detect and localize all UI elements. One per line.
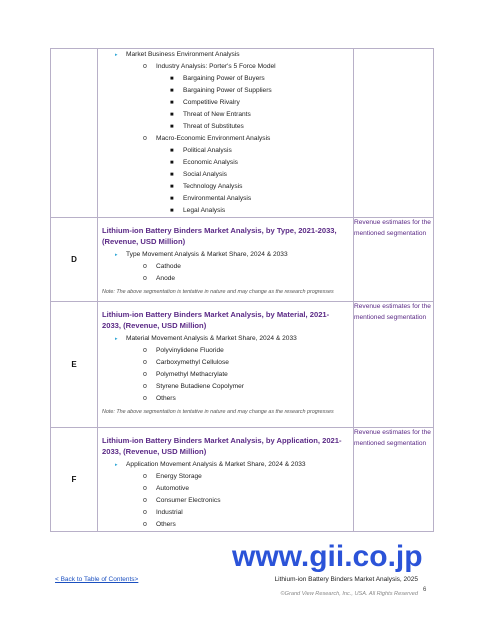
circle-bullet-icon: o bbox=[143, 395, 147, 402]
list-item-text: Anode bbox=[156, 275, 176, 282]
list-item-text: Environmental Analysis bbox=[183, 195, 252, 202]
list-item-level-3 bbox=[98, 109, 353, 121]
circle-bullet-icon: o bbox=[143, 473, 147, 480]
list-item-level-3 bbox=[98, 73, 353, 85]
list-item-level-1 bbox=[98, 249, 353, 261]
section-items bbox=[98, 459, 353, 531]
list-item-level-3 bbox=[98, 85, 353, 97]
circle-bullet-icon: o bbox=[143, 263, 147, 270]
page-number: 6 bbox=[423, 587, 427, 593]
list-item-level-1 bbox=[98, 49, 353, 61]
square-bullet-icon: ■ bbox=[170, 160, 174, 166]
list-item-level-2 bbox=[98, 381, 353, 393]
circle-bullet-icon: o bbox=[143, 371, 147, 378]
square-bullet-icon: ■ bbox=[170, 100, 174, 106]
circle-bullet-icon: o bbox=[143, 383, 147, 390]
list-item-level-2 bbox=[98, 507, 353, 519]
circle-bullet-icon: o bbox=[143, 135, 147, 142]
circle-bullet-icon: o bbox=[143, 359, 147, 366]
letter-cell-empty bbox=[51, 49, 98, 218]
list-item-level-2 bbox=[98, 61, 353, 73]
list-item-text: Industrial bbox=[156, 509, 183, 516]
list-item-text: Carboxymethyl Cellulose bbox=[156, 359, 229, 366]
toc-table bbox=[50, 48, 434, 532]
table-row-continuation bbox=[51, 49, 434, 218]
square-bullet-icon: ■ bbox=[170, 172, 174, 178]
revenue-note: Revenue estimates for the mentioned segmentation bbox=[354, 428, 434, 532]
list-item-level-2 bbox=[98, 357, 353, 369]
square-bullet-icon: ■ bbox=[170, 184, 174, 190]
section-note: Note: The above segmentation is tentative in nature and may change as the research progresses bbox=[102, 409, 334, 415]
list-item-text: Styrene Butadiene Copolymer bbox=[156, 383, 244, 390]
list-item-level-3 bbox=[98, 121, 353, 133]
list-item-level-2 bbox=[98, 471, 353, 483]
list-item-text: Macro-Economic Environment Analysis bbox=[156, 135, 271, 142]
list-item-level-2 bbox=[98, 483, 353, 495]
list-item-text: Material Movement Analysis & Market Share, 2024 & 2033 bbox=[126, 335, 297, 342]
square-bullet-icon: ■ bbox=[170, 124, 174, 130]
table-row-section-f bbox=[51, 428, 434, 532]
section-letter: E bbox=[51, 302, 98, 428]
circle-bullet-icon: o bbox=[143, 509, 147, 516]
list-item-text: Energy Storage bbox=[156, 473, 202, 480]
section-items bbox=[98, 249, 353, 285]
list-item-level-2 bbox=[98, 133, 353, 145]
list-item-level-2 bbox=[98, 261, 353, 273]
list-item-text: Threat of Substitutes bbox=[183, 123, 244, 130]
list-item-level-1 bbox=[98, 459, 353, 471]
list-item-text: Automotive bbox=[156, 485, 189, 492]
list-item-level-3 bbox=[98, 157, 353, 169]
continuation-content bbox=[98, 49, 354, 218]
list-item-level-3 bbox=[98, 181, 353, 193]
table-row-section-e bbox=[51, 302, 434, 428]
section-note: Note: The above segmentation is tentative in nature and may change as the research progresses bbox=[102, 289, 334, 295]
list-item-level-2 bbox=[98, 495, 353, 507]
circle-bullet-icon: o bbox=[143, 521, 147, 528]
list-item-text: Competitive Rivalry bbox=[183, 99, 240, 106]
square-bullet-icon: ■ bbox=[170, 88, 174, 94]
circle-bullet-icon: o bbox=[143, 347, 147, 354]
list-item-level-2 bbox=[98, 519, 353, 531]
square-bullet-icon: ■ bbox=[170, 112, 174, 118]
list-item-text: Market Business Environment Analysis bbox=[126, 51, 240, 58]
list-item-text: Consumer Electronics bbox=[156, 497, 221, 504]
arrow-bullet-icon: ▸ bbox=[115, 52, 118, 58]
list-item-text: Bargaining Power of Buyers bbox=[183, 75, 265, 82]
circle-bullet-icon: o bbox=[143, 485, 147, 492]
list-item-text: Economic Analysis bbox=[183, 159, 238, 166]
list-item-level-2 bbox=[98, 393, 353, 405]
footer-report-title: Lithium-ion Battery Binders Market Analysis, 2025 bbox=[274, 576, 418, 583]
section-content bbox=[98, 218, 354, 302]
list-item-text: Legal Analysis bbox=[183, 207, 226, 214]
section-letter: D bbox=[51, 218, 98, 302]
list-item-level-1 bbox=[98, 333, 353, 345]
arrow-bullet-icon: ▸ bbox=[115, 462, 118, 468]
list-item-text: Technology Analysis bbox=[183, 183, 243, 190]
list-item-text: Others bbox=[156, 521, 176, 528]
square-bullet-icon: ■ bbox=[170, 148, 174, 154]
circle-bullet-icon: o bbox=[143, 275, 147, 282]
list-item-text: Political Analysis bbox=[183, 147, 232, 154]
list-item-text: Others bbox=[156, 395, 176, 402]
revenue-note: Revenue estimates for the mentioned segmentation bbox=[354, 302, 434, 428]
list-item-text: Bargaining Power of Suppliers bbox=[183, 87, 272, 94]
circle-bullet-icon: o bbox=[143, 63, 147, 70]
list-item-text: Threat of New Entrants bbox=[183, 111, 251, 118]
list-item-level-2 bbox=[98, 273, 353, 285]
section-items bbox=[98, 333, 353, 405]
list-item-level-3 bbox=[98, 205, 353, 217]
revenue-cell-empty bbox=[354, 49, 434, 218]
list-item-text: Social Analysis bbox=[183, 171, 227, 178]
section-title: Lithium-ion Battery Binders Market Analysis, by Type, 2021-2033, (Revenue, USD Million) bbox=[102, 226, 337, 246]
list-item-level-3 bbox=[98, 169, 353, 181]
list-item-text: Type Movement Analysis & Market Share, 2024 & 2033 bbox=[126, 251, 288, 258]
watermark-logo: www.gii.co.jp bbox=[232, 540, 423, 573]
revenue-note: Revenue estimates for the mentioned segmentation bbox=[354, 218, 434, 302]
list-item-level-3 bbox=[98, 145, 353, 157]
square-bullet-icon: ■ bbox=[170, 196, 174, 202]
section-letter: F bbox=[51, 428, 98, 532]
arrow-bullet-icon: ▸ bbox=[115, 336, 118, 342]
list-item-level-2 bbox=[98, 345, 353, 357]
square-bullet-icon: ■ bbox=[170, 208, 174, 214]
list-item-level-2 bbox=[98, 369, 353, 381]
section-title: Lithium-ion Battery Binders Market Analysis, by Material, 2021-2033, (Revenue, USD Million) bbox=[102, 310, 330, 330]
list-item-text: Industry Analysis: Porter's 5 Force Model bbox=[156, 63, 276, 70]
list-item-text: Cathode bbox=[156, 263, 181, 270]
back-to-toc-link[interactable]: < Back to Table of Contents> bbox=[55, 576, 139, 583]
section-title: Lithium-ion Battery Binders Market Analysis, by Application, 2021-2033, (Revenue, USD Million) bbox=[102, 436, 342, 456]
list-item-text: Application Movement Analysis & Market Share, 2024 & 2033 bbox=[126, 461, 306, 468]
table-row-section-d bbox=[51, 218, 434, 302]
list-item-text: Polyvinylidene Fluoride bbox=[156, 347, 224, 354]
circle-bullet-icon: o bbox=[143, 497, 147, 504]
list-item-level-3 bbox=[98, 97, 353, 109]
section-content bbox=[98, 428, 354, 532]
arrow-bullet-icon: ▸ bbox=[115, 252, 118, 258]
footer-copyright: ©Grand View Research, Inc., USA. All Rights Reserved bbox=[280, 591, 418, 597]
section-content bbox=[98, 302, 354, 428]
list-item-text: Polymethyl Methacrylate bbox=[156, 371, 228, 378]
list-item-level-3 bbox=[98, 193, 353, 205]
square-bullet-icon: ■ bbox=[170, 76, 174, 82]
